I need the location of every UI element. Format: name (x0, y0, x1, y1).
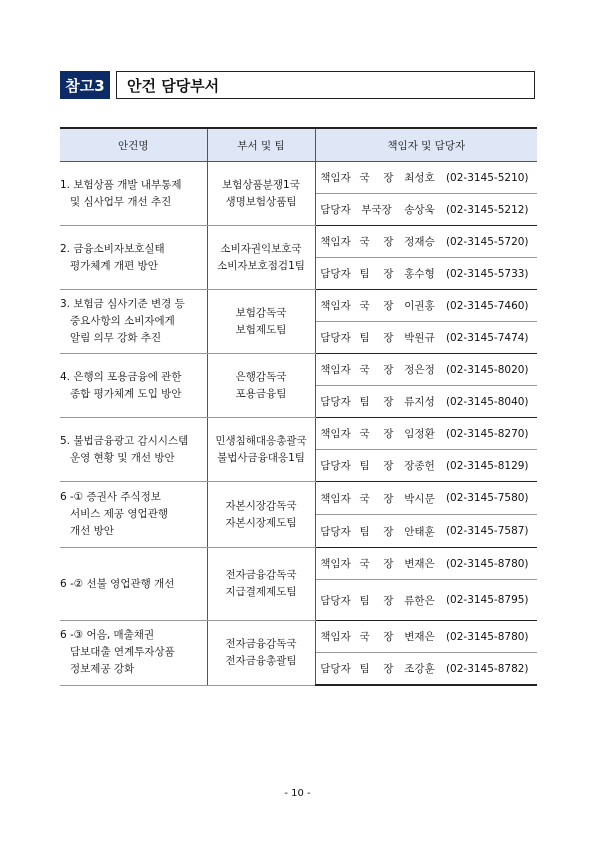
contact-phone: (02-3145-8795) (445, 594, 529, 606)
contact-phone: (02-3145-8270) (445, 427, 529, 440)
contact-phone: (02-3145-8782) (445, 662, 529, 675)
contact-phone: (02-3145-8040) (445, 395, 529, 408)
contact-row (316, 322, 538, 353)
contact-position (356, 362, 398, 377)
contact-name: 정은정 (404, 364, 435, 376)
contact-position-part: 장 (383, 236, 394, 248)
contact-name: 박시문 (404, 492, 435, 505)
contact-phone: (02-3145-5733) (445, 267, 529, 280)
contact-role: 담당자 (320, 525, 351, 538)
contact-name: 이권홍 (404, 300, 435, 312)
contact-position-part: 장 (383, 396, 394, 408)
contact-position-part: 장 (383, 631, 394, 643)
department-cell (207, 621, 315, 686)
contact-position-part: 팀 (359, 396, 370, 408)
department-cell (207, 548, 315, 621)
contact-cell (315, 515, 537, 548)
contact-cell (315, 482, 537, 515)
contact-role: 담당자 (320, 204, 351, 216)
contact-name: 장종헌 (404, 460, 435, 472)
contact-phone: (02-3145-8780) (445, 557, 529, 570)
column-header-contact: 책임자 및 담당자 (315, 128, 537, 162)
agenda-item-line: 6 -① 증권사 주식정보 (60, 491, 161, 503)
contact-cell (315, 386, 537, 418)
contact-position-part: 팀 (359, 332, 370, 344)
contact-row (316, 226, 538, 257)
contact-position (356, 202, 398, 217)
contact-row (316, 194, 538, 225)
agenda-item-line: 4. 은행의 포용금융에 관한 (60, 370, 182, 383)
contact-cell (315, 162, 537, 194)
contact-cell (315, 354, 537, 386)
contact-cell (315, 194, 537, 226)
agenda-item-cell (60, 482, 207, 548)
agenda-item-cell (60, 162, 207, 226)
contact-role: 책임자 (320, 428, 351, 440)
agenda-item-line: 알림 의무 강화 추진 (60, 332, 162, 344)
contact-row (316, 258, 538, 289)
table-row (60, 354, 537, 386)
contact-position-part: 국 (359, 428, 370, 440)
contact-role: 담당자 (320, 663, 351, 675)
contact-position-part: 국 (359, 558, 370, 570)
contact-position (356, 593, 398, 608)
contact-name: 송상욱 (404, 204, 435, 216)
department-line: 소비자보호점검1팀 (217, 259, 305, 272)
contact-name: 정재승 (404, 236, 435, 248)
contact-position-part: 장 (383, 332, 394, 344)
contact-position-part: 팀 (359, 460, 370, 472)
contact-phone: (02-3145-7474) (445, 331, 529, 344)
contact-name: 류한은 (404, 594, 435, 607)
contact-position (356, 426, 398, 441)
contact-position-part: 국 (359, 492, 370, 505)
contact-cell (315, 258, 537, 290)
contact-row (316, 290, 538, 321)
contact-position (356, 170, 398, 185)
table-row (60, 621, 537, 653)
contact-role: 담당자 (320, 268, 351, 280)
agenda-item-cell (60, 354, 207, 418)
contact-name: 조강훈 (404, 663, 435, 675)
contact-cell (315, 621, 537, 653)
table-row (60, 162, 537, 194)
page-number: - 10 - (284, 788, 311, 799)
department-line: 자본시장감독국 (225, 499, 297, 512)
contact-phone: (02-3145-7587) (445, 525, 529, 537)
contact-position (356, 629, 398, 644)
contact-position-part: 국 (359, 631, 370, 643)
contact-cell (315, 290, 537, 322)
contact-row (316, 354, 538, 385)
table-row (60, 290, 537, 322)
contact-position (356, 234, 398, 249)
table-header-row (60, 128, 537, 162)
table-row (60, 482, 537, 515)
contact-role: 책임자 (320, 172, 351, 184)
department-line: 생명보험상품팀 (225, 195, 297, 208)
department-line: 불법사금융대응1팀 (217, 451, 305, 464)
contact-row (316, 162, 538, 193)
contact-position-part: 장 (383, 364, 394, 376)
contact-cell (315, 548, 537, 580)
agenda-item-cell (60, 418, 207, 482)
department-line: 자본시장제도팀 (225, 516, 297, 529)
contact-position (356, 524, 398, 539)
agenda-item-cell (60, 621, 207, 686)
contact-position-part: 국 (359, 236, 370, 248)
contact-name: 류지성 (404, 396, 435, 408)
contact-role: 책임자 (320, 492, 351, 505)
contact-role: 담당자 (320, 396, 351, 408)
contact-name: 변재은 (404, 558, 435, 570)
section-header (60, 71, 537, 99)
contact-phone: (02-3145-7580) (445, 492, 529, 504)
department-cell (207, 290, 315, 354)
department-line: 소비자권익보호국 (220, 242, 302, 255)
contact-row (316, 482, 538, 514)
agenda-item-line: 1. 보험상품 개발 내부통제 (60, 178, 182, 191)
contact-position (356, 458, 398, 473)
agenda-item-cell (60, 290, 207, 354)
department-line: 지급결제제도팀 (225, 586, 297, 598)
contact-name: 변재은 (404, 631, 435, 643)
contact-cell (315, 226, 537, 258)
contact-phone: (02-3145-7460) (445, 299, 529, 312)
agenda-item-line: 종합 평가체계 도입 방안 (60, 387, 182, 400)
contact-position (356, 266, 398, 281)
contact-name: 최성호 (404, 172, 435, 184)
department-cell (207, 162, 315, 226)
contact-position-part: 장 (383, 558, 394, 570)
contact-cell (315, 450, 537, 482)
department-line: 민생침해대응총괄국 (215, 434, 307, 447)
agenda-item-line: 평가체계 개편 방안 (60, 259, 158, 272)
agenda-item-line: 2. 금융소비자보호실태 (60, 242, 165, 255)
contact-position-part: 팀 (359, 525, 370, 538)
contact-row (316, 386, 538, 417)
contact-position-part: 장 (383, 300, 394, 312)
table-row (60, 548, 537, 580)
department-line: 포용금융팀 (235, 387, 287, 400)
contact-position-part: 국 (359, 172, 370, 184)
contact-row (316, 653, 538, 684)
contact-position-part: 국 (359, 300, 370, 312)
contact-phone: (02-3145-8020) (445, 363, 529, 376)
reference-tag: 참고3 (60, 71, 110, 99)
department-line: 보험제도팀 (235, 323, 287, 336)
contact-row (316, 450, 538, 481)
contact-row (316, 621, 538, 652)
department-cell (207, 354, 315, 418)
contact-role: 담당자 (320, 460, 351, 472)
table-row (60, 226, 537, 258)
department-line: 전자금융감독국 (225, 637, 297, 650)
contact-row (316, 418, 538, 449)
agenda-item-line: 개선 방안 (60, 525, 114, 537)
contact-position-part: 장 (383, 663, 394, 675)
contact-cell (315, 580, 537, 621)
contact-position (356, 661, 398, 676)
contact-row (316, 548, 538, 579)
table-row (60, 418, 537, 450)
contact-phone: (02-3145-5720) (445, 235, 529, 248)
contact-phone: (02-3145-8129) (445, 459, 529, 472)
contact-cell (315, 322, 537, 354)
contact-role: 책임자 (320, 631, 351, 643)
contact-row (316, 580, 538, 620)
contact-position-part: 장 (383, 428, 394, 440)
contact-position-part: 팀 (359, 594, 370, 607)
contact-name: 박원규 (404, 332, 435, 344)
agenda-item-cell (60, 226, 207, 290)
contact-position-part: 장 (383, 268, 394, 280)
department-line: 보험상품분쟁1국 (222, 178, 300, 191)
contact-role: 책임자 (320, 300, 351, 312)
contact-cell (315, 418, 537, 450)
agenda-item-line: 서비스 제공 영업관행 (60, 508, 168, 520)
agenda-item-line: 운영 현황 및 개선 방안 (60, 451, 175, 464)
department-table (60, 127, 537, 686)
agenda-item-line: 6 -③ 어음, 매출채권 (60, 629, 155, 642)
contact-position (356, 491, 398, 506)
agenda-item-cell (60, 548, 207, 621)
contact-position-part: 장 (383, 460, 394, 472)
contact-role: 담당자 (320, 594, 351, 607)
contact-row (316, 515, 538, 547)
contact-role: 책임자 (320, 558, 351, 570)
contact-position-part: 부국장 (361, 204, 392, 216)
agenda-item-line: 중요사항의 소비자에게 (60, 315, 175, 327)
department-cell (207, 482, 315, 548)
contact-position-part: 국 (359, 364, 370, 376)
column-header-dept: 부서 및 팀 (207, 128, 315, 162)
contact-position (356, 330, 398, 345)
contact-position (356, 556, 398, 571)
agenda-item-line: 정보제공 강화 (60, 663, 135, 676)
contact-phone: (02-3145-5210) (445, 171, 529, 184)
contact-position-part: 장 (383, 492, 394, 505)
contact-position-part: 장 (383, 172, 394, 184)
contact-position (356, 394, 398, 409)
department-cell (207, 418, 315, 482)
contact-role: 책임자 (320, 236, 351, 248)
department-line: 전자금융총괄팀 (225, 654, 297, 667)
contact-name: 홍수형 (404, 268, 435, 280)
department-cell (207, 226, 315, 290)
contact-position (356, 298, 398, 313)
contact-position-part: 장 (383, 525, 394, 538)
agenda-item-line: 3. 보험금 심사기준 변경 등 (60, 298, 185, 310)
contact-phone: (02-3145-8780) (445, 630, 529, 643)
agenda-item-line: 및 심사업무 개선 추진 (60, 195, 172, 208)
contact-phone: (02-3145-5212) (445, 203, 529, 216)
table-body (60, 162, 537, 686)
department-line: 보험감독국 (235, 306, 287, 319)
agenda-item-line: 6 -② 선불 영업관행 개선 (60, 577, 175, 590)
contact-position-part: 팀 (359, 663, 370, 675)
contact-cell (315, 653, 537, 686)
section-title: 안건 담당부서 (116, 71, 535, 99)
contact-position-part: 팀 (359, 268, 370, 280)
agenda-item-line: 담보대출 연계투자상품 (60, 646, 175, 659)
contact-role: 담당자 (320, 332, 351, 344)
agenda-item-line: 5. 불법금융광고 감시시스템 (60, 434, 189, 447)
contact-role: 책임자 (320, 364, 351, 376)
department-line: 은행감독국 (235, 370, 287, 383)
contact-position-part: 장 (383, 594, 394, 607)
department-line: 전자금융감독국 (225, 569, 297, 581)
contact-name: 임정환 (404, 428, 435, 440)
contact-name: 안태훈 (404, 525, 435, 538)
column-header-item: 안건명 (60, 128, 207, 162)
